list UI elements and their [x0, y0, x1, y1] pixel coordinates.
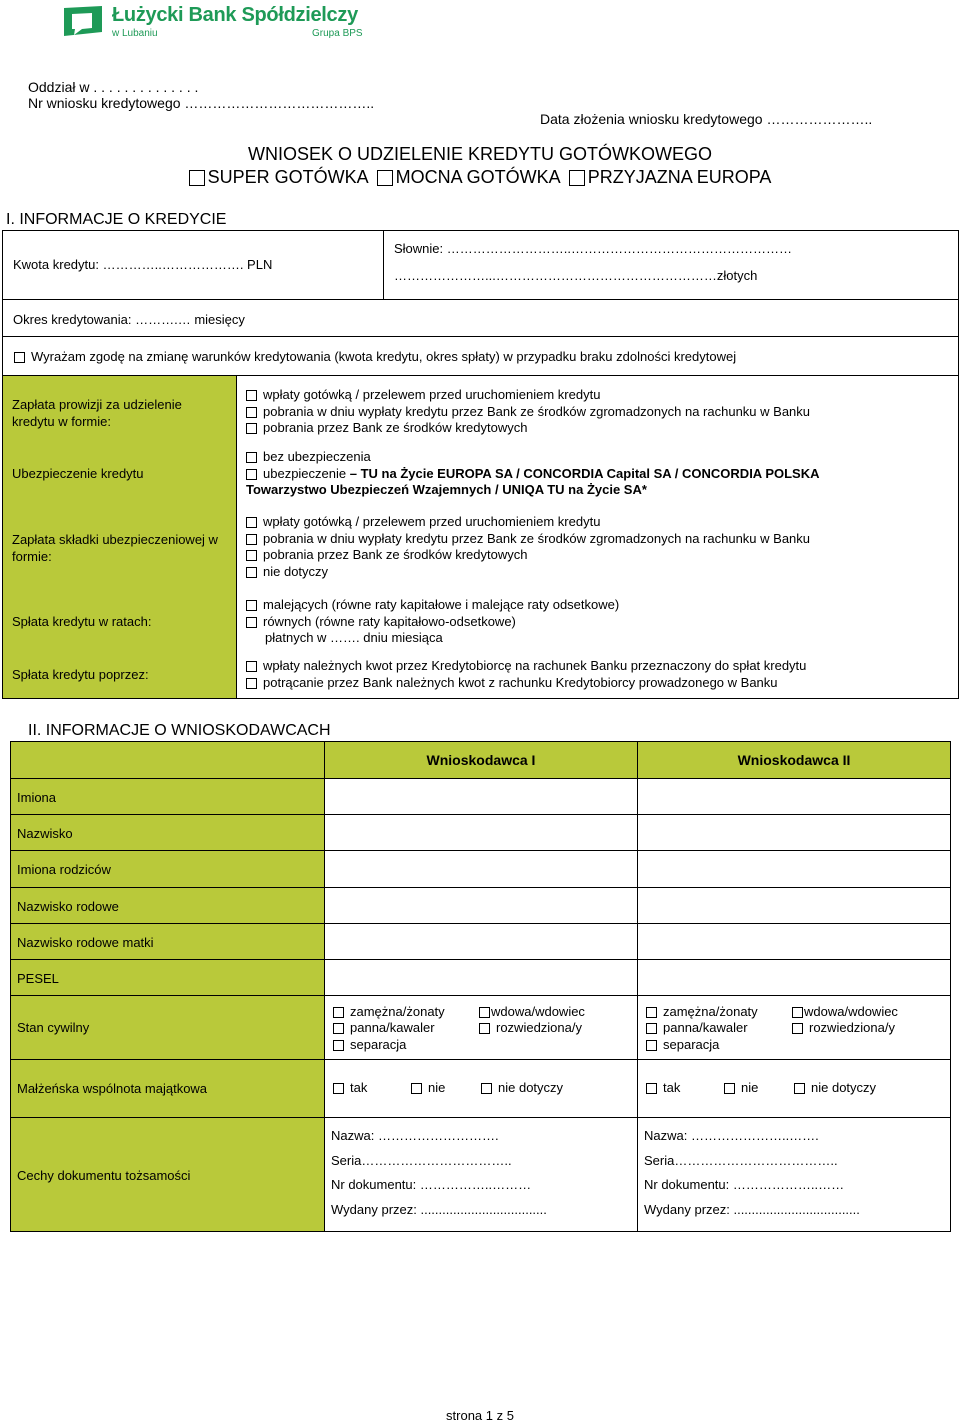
community-1-no-checkbox[interactable] [411, 1083, 422, 1094]
logo-sub-left: w Lubaniu [112, 28, 158, 39]
community-1-no-label: nie [428, 1080, 446, 1095]
premium-options [246, 514, 810, 580]
id-document-applicant-1 [324, 1117, 638, 1232]
premium-label: Zapłata składki ubezpieczeniowej w formie: [12, 532, 218, 564]
repayment-checkbox-1[interactable] [246, 661, 257, 672]
civil-1-separated-checkbox[interactable] [333, 1040, 344, 1051]
civil-2-widowed-label: wdowa/wdowiec [804, 1004, 898, 1019]
repayment-options [246, 658, 806, 691]
applicants-header-blank [10, 741, 325, 779]
parents-names-applicant-2[interactable] [637, 850, 951, 888]
row-label-cell [10, 814, 325, 851]
payment-day-field[interactable]: płatnych w ……. dniu miesiąca [265, 630, 443, 645]
civil-2-separated-label: separacja [663, 1037, 720, 1052]
branch-field[interactable]: Oddział w . . . . . . . . . . . . . . [28, 79, 199, 95]
repayment-label: Spłata kredytu poprzez: [12, 667, 149, 682]
row-label-property-community: Małżeńska wspólnota majątkowa [17, 1081, 208, 1096]
maiden-name-applicant-2[interactable] [637, 887, 951, 924]
civil-1-married-checkbox[interactable] [333, 1007, 344, 1018]
section-1-title: I. INFORMACJE O KREDYCIE [6, 211, 227, 228]
community-2-na-label: nie dotyczy [811, 1080, 877, 1095]
logo-name: Łużycki Bank Spółdzielczy [112, 4, 358, 26]
doc-1-series-field[interactable]: Seria…………………………….. [331, 1153, 512, 1168]
commission-option-3: pobrania przez Bank ze środków kredytowych [263, 420, 528, 435]
civil-2-separated-checkbox[interactable] [646, 1040, 657, 1051]
row-label-mother-maiden-name: Nazwisko rodowe matki [17, 935, 154, 950]
installments-checkbox-2[interactable] [246, 617, 257, 628]
insurer-list-line2: Towarzystwo Ubezpieczeń Wzajemnych / UNIQA TU na Życie SA* [246, 482, 647, 497]
insurance-checkbox-2[interactable] [246, 469, 257, 480]
pesel-applicant-2[interactable] [637, 959, 951, 996]
surname-applicant-2[interactable] [637, 814, 951, 851]
insurance-options [246, 449, 820, 499]
civil-2-divorced-label: rozwiedziona/y [809, 1020, 895, 1035]
repayment-checkbox-2[interactable] [246, 678, 257, 689]
application-number-field[interactable]: Nr wniosku kredytowego ………………………………….. [28, 95, 375, 111]
repayment-option-1: wpłaty należnych kwot przez Kredytobiorcę na rachunek Banku przeznaczony do spłat kredytu [263, 658, 807, 673]
doc-1-name-field[interactable]: Nazwa: ………………………. [331, 1128, 499, 1143]
product-checkbox-3[interactable] [569, 170, 585, 186]
row-label-cell [10, 1117, 325, 1232]
civil-1-separated-label: separacja [350, 1037, 407, 1052]
civil-status-applicant-1 [324, 995, 638, 1060]
commission-label: Zapłata prowizji za udzielenie kredytu w formie: [12, 397, 182, 429]
consent-row [14, 349, 736, 366]
commission-checkbox-1[interactable] [246, 390, 257, 401]
property-community-applicant-2 [637, 1059, 951, 1118]
row-label-first-names: Imiona [17, 790, 57, 805]
community-1-na-checkbox[interactable] [481, 1083, 492, 1094]
logo-sub-right: Grupa BPS [312, 28, 363, 39]
installments-checkbox-1[interactable] [246, 600, 257, 611]
id-document-applicant-2 [637, 1117, 951, 1232]
consent-cell [2, 336, 959, 376]
consent-checkbox[interactable] [14, 352, 25, 363]
installments-options [246, 597, 619, 647]
community-2-yes-checkbox[interactable] [646, 1083, 657, 1094]
words-cell [383, 230, 959, 300]
row-label-cell [10, 959, 325, 996]
civil-2-divorced-checkbox[interactable] [792, 1023, 803, 1034]
surname-applicant-1[interactable] [324, 814, 638, 851]
insurance-option-1: bez ubezpieczenia [263, 449, 371, 464]
installments-label: Spłata kredytu w ratach: [12, 614, 152, 629]
words-field-line2[interactable]: …………………...……………………………………………złotych [394, 268, 758, 283]
premium-checkbox-2[interactable] [246, 534, 257, 545]
product-options [0, 167, 960, 188]
civil-2-married-label: zamężna/żonaty [663, 1004, 758, 1019]
community-2-no-checkbox[interactable] [724, 1083, 735, 1094]
premium-option-3: pobrania przez Bank ze środków kredytowych [263, 547, 528, 562]
product-label-2: MOCNA GOTÓWKA [395, 167, 560, 187]
civil-1-single-label: panna/kawaler [350, 1020, 435, 1035]
row-label-parents-names: Imiona rodziców [17, 862, 111, 877]
premium-checkbox-4[interactable] [246, 567, 257, 578]
installments-option-1: malejących (równe raty kapitałowe i malejące raty odsetkowe) [263, 597, 620, 612]
product-checkbox-1[interactable] [189, 170, 205, 186]
insurance-option-2: ubezpieczenie [263, 465, 347, 481]
community-1-yes-checkbox[interactable] [333, 1083, 344, 1094]
community-1-yes-label: tak [350, 1080, 368, 1095]
submission-date-field[interactable]: Data złożenia wniosku kredytowego ………………….. [540, 111, 873, 127]
doc-2-number-field[interactable]: Nr dokumentu: ………………..…… [644, 1177, 845, 1192]
community-2-yes-label: tak [663, 1080, 681, 1095]
commission-option-2: pobrania w dniu wypłaty kredytu przez Bank ze środków zgromadzonych na rachunku w Banku [263, 403, 811, 419]
product-label-3: PRZYJAZNA EUROPA [587, 167, 772, 187]
civil-1-married-label: zamężna/żonaty [350, 1004, 445, 1019]
row-label-surname: Nazwisko [17, 826, 73, 841]
applicant-1-header [324, 741, 638, 779]
commission-options [246, 387, 810, 437]
consent-label: Wyrażam zgodę na zmianę warunków kredytowania (kwota kredytu, okres spłaty) w przypadku braku zdolności kredytowej [31, 349, 737, 364]
doc-2-name-field[interactable]: Nazwa: …………………..……. [644, 1128, 819, 1143]
period-cell [2, 299, 959, 337]
applicant-2-header [637, 741, 951, 779]
premium-option-1: wpłaty gotówką / przelewem przed uruchomieniem kredytu [263, 514, 601, 529]
product-label-1: SUPER GOTÓWKA [207, 167, 368, 187]
civil-1-divorced-label: rozwiedziona/y [496, 1020, 582, 1035]
first-names-applicant-2[interactable] [637, 778, 951, 815]
row-label-id-document: Cechy dokumentu tożsamości [17, 1168, 191, 1183]
row-label-cell [10, 1059, 325, 1118]
insurer-list: – TU na Życie EUROPA SA / CONCORDIA Capital SA / CONCORDIA POLSKA [349, 465, 820, 481]
civil-2-single-checkbox[interactable] [646, 1023, 657, 1034]
civil-2-widowed-checkbox[interactable] [792, 1007, 803, 1018]
row-label-maiden-name: Nazwisko rodowe [17, 899, 119, 914]
pesel-applicant-1[interactable] [324, 959, 638, 996]
maiden-name-applicant-1[interactable] [324, 887, 638, 924]
premium-option-2: pobrania w dniu wypłaty kredytu przez Bank ze środków zgromadzonych na rachunku w Banku [263, 530, 811, 546]
row-label-cell [10, 995, 325, 1060]
installments-option-2: równych (równe raty kapitałowo-odsetkowe) [263, 613, 516, 629]
applicant-1-header-label: Wnioskodawca I [426, 752, 536, 768]
civil-status-applicant-2 [637, 995, 951, 1060]
commission-checkbox-3[interactable] [246, 423, 257, 434]
product-checkbox-2[interactable] [377, 170, 393, 186]
civil-1-widowed-checkbox[interactable] [479, 1007, 490, 1018]
mother-maiden-name-applicant-2[interactable] [637, 923, 951, 960]
community-1-na-label: nie dotyczy [498, 1080, 564, 1095]
repayment-option-2: potrącanie przez Bank należnych kwot z rachunku Kredytobiorcy prowadzonego w Banku [263, 674, 778, 690]
row-label-cell [10, 778, 325, 815]
community-2-na-checkbox[interactable] [794, 1083, 805, 1094]
amount-field[interactable]: Kwota kredytu: …………..………………. PLN [13, 257, 273, 272]
premium-checkbox-3[interactable] [246, 550, 257, 561]
row-label-cell [10, 887, 325, 924]
row-label-cell [10, 923, 325, 960]
premium-option-4: nie dotyczy [263, 563, 329, 579]
period-field[interactable]: Okres kredytowania: ……….… miesięcy [13, 312, 245, 327]
civil-1-single-checkbox[interactable] [333, 1023, 344, 1034]
form-title: WNIOSEK O UDZIELENIE KREDYTU GOTÓWKOWEGO [247, 144, 713, 164]
amount-cell [2, 230, 384, 300]
civil-2-married-checkbox[interactable] [646, 1007, 657, 1018]
civil-2-single-label: panna/kawaler [663, 1020, 748, 1035]
row-label-pesel: PESEL [17, 971, 59, 986]
doc-1-number-field[interactable]: Nr dokumentu: ……………..……… [331, 1177, 532, 1192]
words-field[interactable]: Słownie: ………………………..…………………………………………… [394, 241, 792, 256]
insurance-checkbox-1[interactable] [246, 452, 257, 463]
bank-logo [60, 4, 370, 40]
commission-option-1: wpłaty gotówką / przelewem przed uruchomieniem kredytu [263, 387, 601, 402]
civil-1-divorced-checkbox[interactable] [479, 1023, 490, 1034]
doc-1-issuer-field[interactable]: Wydany przez: ................................... [331, 1202, 547, 1217]
commission-checkbox-2[interactable] [246, 407, 257, 418]
community-2-no-label: nie [741, 1080, 759, 1095]
row-label-cell [10, 850, 325, 888]
logo-mark-icon [60, 4, 106, 38]
page-number: strona 1 z 5 [446, 1408, 514, 1423]
first-names-applicant-1[interactable] [324, 778, 638, 815]
applicant-2-header-label: Wnioskodawca II [737, 752, 851, 768]
parents-names-applicant-1[interactable] [324, 850, 638, 888]
doc-2-series-field[interactable]: Seria……………………………….. [644, 1153, 838, 1168]
mother-maiden-name-applicant-1[interactable] [324, 923, 638, 960]
civil-1-widowed-label: wdowa/wdowiec [491, 1004, 585, 1019]
row-label-civil-status: Stan cywilny [17, 1020, 90, 1035]
insurance-label: Ubezpieczenie kredytu [12, 466, 144, 481]
premium-checkbox-1[interactable] [246, 517, 257, 528]
doc-2-issuer-field[interactable]: Wydany przez: ................................... [644, 1202, 860, 1217]
section-2-title: II. INFORMACJE O WNIOSKODAWCACH [28, 722, 331, 739]
property-community-applicant-1 [324, 1059, 638, 1118]
